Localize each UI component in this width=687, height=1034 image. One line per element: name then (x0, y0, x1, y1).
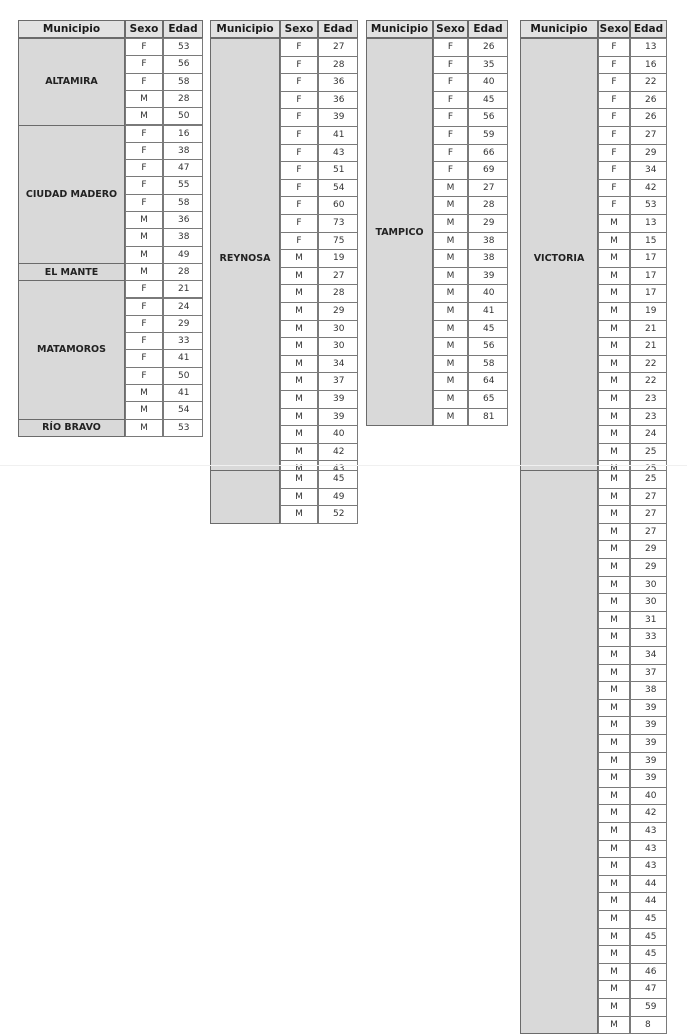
sexo-cell: M (598, 1016, 630, 1034)
edad-cell: 28 (163, 263, 203, 281)
sexo-cell: M (125, 401, 163, 419)
sexo-cell: M (598, 249, 630, 268)
edad-cell: 30 (630, 576, 667, 595)
sexo-cell: M (280, 488, 318, 507)
sexo-cell: M (598, 892, 630, 911)
edad-cell: 29 (468, 214, 508, 233)
header-sexo: Sexo (125, 20, 163, 38)
edad-cell: 21 (163, 280, 203, 298)
edad-cell: 37 (318, 372, 358, 391)
edad-cell: 28 (318, 56, 358, 75)
sexo-cell: M (598, 320, 630, 339)
edad-cell: 31 (630, 611, 667, 630)
sexo-cell: M (280, 425, 318, 444)
sexo-cell: F (433, 56, 468, 75)
sexo-cell: M (280, 355, 318, 374)
edad-cell: 38 (163, 228, 203, 246)
edad-cell: 53 (630, 196, 667, 215)
edad-cell: 58 (163, 73, 203, 91)
sexo-cell: F (280, 108, 318, 127)
sexo-cell: F (125, 73, 163, 91)
sexo-cell: F (125, 367, 163, 385)
edad-cell: 44 (630, 892, 667, 911)
sexo-cell: M (280, 249, 318, 268)
sexo-cell: M (598, 681, 630, 700)
edad-cell: 38 (468, 249, 508, 268)
edad-cell: 26 (468, 38, 508, 57)
edad-cell: 29 (630, 540, 667, 559)
edad-cell: 27 (630, 505, 667, 524)
edad-cell: 39 (630, 769, 667, 788)
sexo-cell: F (433, 91, 468, 110)
header-municipio: Municipio (210, 20, 280, 38)
edad-cell: 29 (630, 144, 667, 163)
header-municipio: Municipio (366, 20, 433, 38)
sexo-cell: M (280, 284, 318, 303)
edad-cell: 38 (468, 232, 508, 251)
edad-cell: 60 (318, 196, 358, 215)
sexo-cell: F (125, 55, 163, 73)
edad-cell: 81 (468, 408, 508, 427)
sexo-cell: M (598, 284, 630, 303)
edad-cell: 27 (630, 488, 667, 507)
sexo-cell: M (125, 211, 163, 229)
sexo-cell: F (598, 144, 630, 163)
edad-cell: 26 (630, 108, 667, 127)
edad-cell: 13 (630, 38, 667, 57)
edad-cell: 41 (468, 302, 508, 321)
edad-cell: 39 (468, 267, 508, 286)
sexo-cell: M (598, 425, 630, 444)
edad-cell: 30 (318, 337, 358, 356)
sexo-cell: F (280, 144, 318, 163)
sexo-cell: F (598, 56, 630, 75)
edad-cell: 54 (318, 179, 358, 198)
edad-cell: 54 (163, 401, 203, 419)
edad-cell: 56 (468, 108, 508, 127)
sexo-cell: F (598, 126, 630, 145)
edad-cell: 39 (318, 408, 358, 427)
sexo-cell: M (598, 214, 630, 233)
sexo-cell: M (598, 505, 630, 524)
sexo-cell: M (280, 443, 318, 462)
edad-cell: 43 (630, 840, 667, 859)
sexo-cell: M (433, 302, 468, 321)
sexo-cell: F (280, 196, 318, 215)
sexo-cell: F (433, 108, 468, 127)
sexo-cell: M (598, 302, 630, 321)
sexo-cell: M (433, 320, 468, 339)
sexo-cell: M (280, 372, 318, 391)
edad-cell: 39 (630, 699, 667, 718)
edad-cell: 42 (318, 443, 358, 462)
sexo-cell: M (598, 963, 630, 982)
edad-cell: 34 (318, 355, 358, 374)
edad-cell: 58 (163, 194, 203, 212)
sexo-cell: F (433, 126, 468, 145)
sexo-cell: M (598, 390, 630, 409)
edad-cell: 34 (630, 161, 667, 180)
edad-cell: 39 (630, 716, 667, 735)
edad-cell: 45 (468, 91, 508, 110)
header-sexo: Sexo (598, 20, 630, 38)
sexo-cell: F (433, 161, 468, 180)
edad-cell: 40 (630, 787, 667, 806)
sexo-cell: M (598, 523, 630, 542)
edad-cell: 17 (630, 267, 667, 286)
sexo-cell: F (598, 196, 630, 215)
edad-cell: 27 (630, 523, 667, 542)
sexo-cell: M (598, 593, 630, 612)
sexo-cell: M (598, 980, 630, 999)
edad-cell: 25 (630, 443, 667, 462)
edad-cell: 42 (630, 804, 667, 823)
sexo-cell: F (125, 332, 163, 350)
sexo-cell: F (598, 38, 630, 57)
sexo-cell: M (598, 945, 630, 964)
sexo-cell: F (125, 298, 163, 316)
edad-cell: 50 (163, 367, 203, 385)
edad-cell: 47 (163, 159, 203, 177)
sexo-cell: M (125, 90, 163, 108)
edad-cell: 45 (468, 320, 508, 339)
edad-cell: 34 (630, 646, 667, 665)
sexo-cell: M (280, 390, 318, 409)
sexo-cell: F (280, 73, 318, 92)
sexo-cell: M (598, 822, 630, 841)
municipio-cell (520, 470, 598, 1034)
edad-cell: 19 (630, 302, 667, 321)
sexo-cell: M (433, 390, 468, 409)
municipio-cell: RÍO BRAVO (18, 419, 125, 437)
edad-cell: 16 (163, 125, 203, 143)
edad-cell: 40 (468, 73, 508, 92)
municipio-cell: REYNOSA (210, 38, 280, 479)
edad-cell: 22 (630, 73, 667, 92)
sexo-cell: M (598, 928, 630, 947)
sexo-cell: M (598, 470, 630, 489)
header-edad: Edad (163, 20, 203, 38)
edad-cell: 28 (468, 196, 508, 215)
edad-cell: 49 (318, 488, 358, 507)
sexo-cell: M (598, 443, 630, 462)
sexo-cell: F (598, 91, 630, 110)
edad-cell: 27 (468, 179, 508, 198)
edad-cell: 39 (318, 108, 358, 127)
edad-cell: 50 (163, 107, 203, 125)
sexo-cell: F (125, 280, 163, 298)
municipio-cell: VICTORIA (520, 38, 598, 479)
sexo-cell: M (125, 228, 163, 246)
edad-cell: 22 (630, 372, 667, 391)
sexo-cell: F (433, 144, 468, 163)
edad-cell: 59 (468, 126, 508, 145)
sexo-cell: M (598, 558, 630, 577)
sexo-cell: M (433, 408, 468, 427)
sexo-cell: M (433, 249, 468, 268)
sexo-cell: M (125, 263, 163, 281)
municipio-cell: MATAMOROS (18, 280, 125, 419)
edad-cell: 47 (630, 980, 667, 999)
sexo-cell: F (125, 194, 163, 212)
sexo-cell: M (433, 196, 468, 215)
edad-cell: 38 (630, 681, 667, 700)
sexo-cell: F (125, 125, 163, 143)
sexo-cell: F (433, 73, 468, 92)
edad-cell: 39 (318, 390, 358, 409)
edad-cell: 45 (630, 910, 667, 929)
sexo-cell: M (598, 337, 630, 356)
edad-cell: 59 (630, 998, 667, 1017)
edad-cell: 39 (630, 752, 667, 771)
sexo-cell: F (598, 179, 630, 198)
edad-cell: 69 (468, 161, 508, 180)
sexo-cell: M (598, 857, 630, 876)
sexo-cell: M (598, 734, 630, 753)
sexo-cell: F (280, 214, 318, 233)
edad-cell: 40 (468, 284, 508, 303)
edad-cell: 36 (318, 91, 358, 110)
edad-cell: 58 (468, 355, 508, 374)
edad-cell: 30 (318, 320, 358, 339)
sexo-cell: M (598, 769, 630, 788)
edad-cell: 40 (318, 425, 358, 444)
sexo-cell: F (280, 161, 318, 180)
edad-cell: 41 (163, 349, 203, 367)
edad-cell: 41 (318, 126, 358, 145)
header-municipio: Municipio (18, 20, 125, 38)
edad-cell: 26 (630, 91, 667, 110)
edad-cell: 52 (318, 505, 358, 524)
edad-cell: 37 (630, 664, 667, 683)
sexo-cell: F (280, 91, 318, 110)
edad-cell: 49 (163, 246, 203, 264)
edad-cell: 42 (630, 179, 667, 198)
sexo-cell: F (598, 108, 630, 127)
edad-cell: 24 (630, 425, 667, 444)
edad-cell: 43 (318, 144, 358, 163)
header-sexo: Sexo (433, 20, 468, 38)
edad-cell: 66 (468, 144, 508, 163)
sexo-cell: M (125, 419, 163, 437)
sexo-cell: M (280, 337, 318, 356)
edad-cell: 15 (630, 232, 667, 251)
sexo-cell: M (598, 372, 630, 391)
edad-cell: 29 (163, 315, 203, 333)
header-edad: Edad (630, 20, 667, 38)
sexo-cell: M (125, 246, 163, 264)
sexo-cell: F (280, 232, 318, 251)
sexo-cell: M (598, 910, 630, 929)
sexo-cell: M (598, 628, 630, 647)
sexo-cell: M (125, 384, 163, 402)
sexo-cell: F (280, 56, 318, 75)
edad-cell: 23 (630, 408, 667, 427)
municipio-cell: CIUDAD MADERO (18, 125, 125, 264)
sexo-cell: F (125, 142, 163, 160)
page-fold-line (0, 465, 687, 466)
municipio-cell: ALTAMIRA (18, 38, 125, 126)
edad-cell: 27 (630, 126, 667, 145)
sexo-cell: F (125, 349, 163, 367)
sexo-cell: M (433, 355, 468, 374)
sexo-cell: M (598, 716, 630, 735)
edad-cell: 19 (318, 249, 358, 268)
sexo-cell: F (280, 126, 318, 145)
sexo-cell: F (125, 159, 163, 177)
edad-cell: 51 (318, 161, 358, 180)
sexo-cell: M (433, 179, 468, 198)
edad-cell: 36 (163, 211, 203, 229)
sexo-cell: F (280, 179, 318, 198)
municipio-cell: TAMPICO (366, 38, 433, 426)
edad-cell: 73 (318, 214, 358, 233)
sexo-cell: F (433, 38, 468, 57)
header-municipio: Municipio (520, 20, 598, 38)
edad-cell: 44 (630, 875, 667, 894)
sexo-cell: M (280, 267, 318, 286)
edad-cell: 35 (468, 56, 508, 75)
edad-cell: 45 (630, 928, 667, 947)
edad-cell: 36 (318, 73, 358, 92)
edad-cell: 38 (163, 142, 203, 160)
header-edad: Edad (468, 20, 508, 38)
edad-cell: 45 (318, 470, 358, 489)
edad-cell: 17 (630, 249, 667, 268)
edad-cell: 29 (630, 558, 667, 577)
sexo-cell: M (598, 408, 630, 427)
sexo-cell: M (433, 232, 468, 251)
edad-cell: 75 (318, 232, 358, 251)
header-edad: Edad (318, 20, 358, 38)
edad-cell: 45 (630, 945, 667, 964)
edad-cell: 23 (630, 390, 667, 409)
sexo-cell: M (598, 232, 630, 251)
sexo-cell: M (433, 372, 468, 391)
edad-cell: 65 (468, 390, 508, 409)
sexo-cell: M (598, 611, 630, 630)
edad-cell: 64 (468, 372, 508, 391)
sexo-cell: F (598, 73, 630, 92)
edad-cell: 33 (163, 332, 203, 350)
edad-cell: 53 (163, 419, 203, 437)
edad-cell: 8 (630, 1016, 667, 1034)
edad-cell: 39 (630, 734, 667, 753)
sexo-cell: F (125, 315, 163, 333)
sexo-cell: M (280, 320, 318, 339)
sexo-cell: M (598, 576, 630, 595)
sexo-cell: M (598, 998, 630, 1017)
edad-cell: 56 (163, 55, 203, 73)
edad-cell: 17 (630, 284, 667, 303)
edad-cell: 56 (468, 337, 508, 356)
sexo-cell: M (598, 488, 630, 507)
sexo-cell: M (280, 302, 318, 321)
sexo-cell: F (598, 161, 630, 180)
edad-cell: 24 (163, 298, 203, 316)
edad-cell: 27 (318, 267, 358, 286)
edad-cell: 46 (630, 963, 667, 982)
edad-cell: 30 (630, 593, 667, 612)
sexo-cell: F (280, 38, 318, 57)
sexo-cell: M (433, 267, 468, 286)
header-sexo: Sexo (280, 20, 318, 38)
sexo-cell: M (598, 267, 630, 286)
edad-cell: 55 (163, 176, 203, 194)
sexo-cell: M (280, 505, 318, 524)
edad-cell: 28 (318, 284, 358, 303)
municipio-cell: EL MANTE (18, 263, 125, 281)
sexo-cell: M (598, 355, 630, 374)
edad-cell: 25 (630, 470, 667, 489)
sexo-cell: M (598, 699, 630, 718)
sexo-cell: M (598, 664, 630, 683)
sexo-cell: M (598, 804, 630, 823)
edad-cell: 21 (630, 337, 667, 356)
sexo-cell: M (280, 470, 318, 489)
edad-cell: 27 (318, 38, 358, 57)
sexo-cell: M (598, 787, 630, 806)
sexo-cell: M (598, 752, 630, 771)
sexo-cell: M (433, 284, 468, 303)
municipio-cell (210, 470, 280, 524)
edad-cell: 29 (318, 302, 358, 321)
sexo-cell: M (433, 337, 468, 356)
sexo-cell: M (433, 214, 468, 233)
edad-cell: 41 (163, 384, 203, 402)
edad-cell: 43 (630, 857, 667, 876)
edad-cell: 13 (630, 214, 667, 233)
edad-cell: 43 (630, 822, 667, 841)
edad-cell: 53 (163, 38, 203, 56)
sexo-cell: M (598, 840, 630, 859)
edad-cell: 33 (630, 628, 667, 647)
edad-cell: 21 (630, 320, 667, 339)
sexo-cell: M (280, 408, 318, 427)
sexo-cell: M (598, 646, 630, 665)
sexo-cell: M (125, 107, 163, 125)
sexo-cell: M (598, 875, 630, 894)
sexo-cell: F (125, 176, 163, 194)
sexo-cell: F (125, 38, 163, 56)
edad-cell: 28 (163, 90, 203, 108)
sexo-cell: M (598, 540, 630, 559)
edad-cell: 16 (630, 56, 667, 75)
edad-cell: 22 (630, 355, 667, 374)
